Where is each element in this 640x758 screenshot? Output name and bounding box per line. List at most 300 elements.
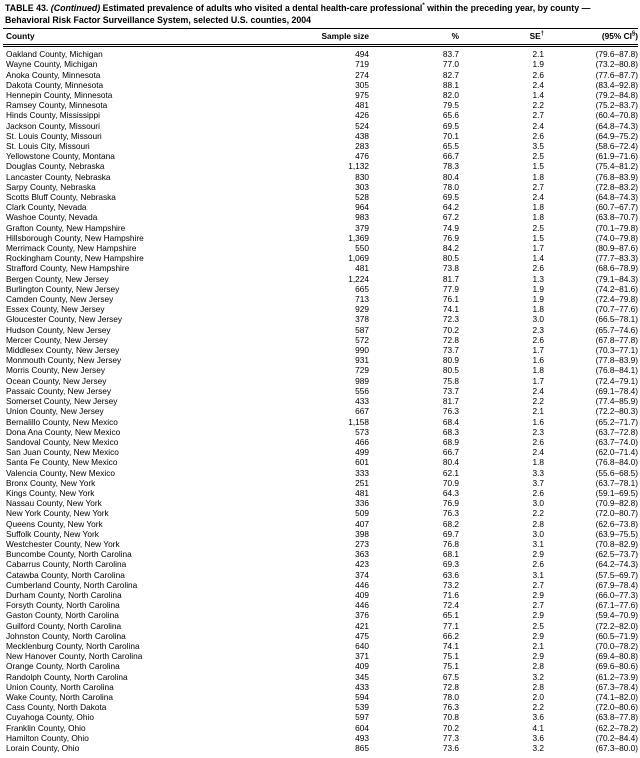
se-cell: 3.2	[532, 671, 544, 682]
percent-cell: 71.6	[442, 589, 459, 600]
se-cell: 3.1	[532, 538, 544, 549]
ci-cell: (65.2–71.7)	[595, 416, 638, 427]
table-row	[3, 723, 638, 733]
county-cell: Buncombe County, North Carolina	[6, 549, 132, 560]
table-row	[3, 641, 638, 651]
county-cell: Scotts Bluff County, Nebraska	[6, 192, 116, 203]
ci-cell: (76.8–83.9)	[595, 171, 638, 182]
sample-size-cell: 865	[355, 743, 369, 753]
col-header-ci-label: (95% CI	[601, 31, 632, 42]
ci-cell: (83.4–92.8)	[595, 79, 638, 90]
table-row	[3, 386, 638, 396]
col-header-ci	[544, 29, 638, 46]
sample-size-cell: 597	[355, 712, 369, 723]
se-cell: 2.9	[532, 549, 544, 560]
sample-size-cell: 481	[355, 263, 369, 274]
table-row	[3, 80, 638, 90]
table-row	[3, 427, 638, 437]
ci-cell: (63.9–75.5)	[595, 528, 638, 539]
percent-cell: 65.1	[442, 610, 459, 621]
ci-cell: (55.6–68.5)	[595, 467, 638, 478]
sample-size-cell: 345	[355, 671, 369, 682]
table-row	[3, 212, 638, 222]
ci-cell: (57.5–69.7)	[595, 569, 638, 580]
table-body	[3, 46, 638, 754]
sample-size-cell: 713	[355, 294, 369, 305]
ci-cell: (70.0–78.2)	[595, 640, 638, 651]
percent-cell: 74.9	[442, 222, 459, 233]
title-body: Estimated prevalence of adults who visited a dental health-care professional	[100, 3, 423, 13]
county-cell: St. Louis City, Missouri	[6, 141, 90, 152]
percent-cell: 70.2	[442, 324, 459, 335]
se-cell: 2.2	[532, 396, 544, 407]
sample-size-cell: 550	[355, 243, 369, 254]
table-row	[3, 182, 638, 192]
col-header-county	[3, 29, 299, 46]
table-header	[3, 29, 638, 46]
sample-size-cell: 333	[355, 467, 369, 478]
county-cell: Ocean County, New Jersey	[6, 375, 107, 386]
percent-cell: 66.2	[442, 630, 459, 641]
percent-cell: 72.8	[442, 334, 459, 345]
county-cell: Hillsborough County, New Hampshire	[6, 232, 144, 243]
ci-cell: (69.1–78.4)	[595, 385, 638, 396]
county-cell: Washoe County, Nevada	[6, 212, 98, 223]
county-cell: Mecklenburg County, North Carolina	[6, 640, 140, 651]
se-cell: 1.8	[532, 365, 544, 376]
sample-size-cell: 251	[355, 477, 369, 488]
ci-cell: (62.6–73.8)	[595, 518, 638, 529]
se-cell: 2.1	[532, 49, 544, 60]
title-prefix: TABLE 43.	[5, 3, 51, 13]
se-cell: 3.3	[532, 467, 544, 478]
county-cell: Bergen County, New Jersey	[6, 273, 109, 284]
table-row	[3, 274, 638, 284]
ci-cell: (74.0–79.8)	[595, 232, 638, 243]
county-cell: Cuyahoga County, Ohio	[6, 712, 94, 723]
percent-cell: 74.1	[442, 304, 459, 315]
percent-cell: 67.5	[442, 671, 459, 682]
sample-size-cell: 509	[355, 508, 369, 519]
county-cell: Lancaster County, Nebraska	[6, 171, 111, 182]
table-row	[3, 539, 638, 549]
percent-cell: 76.3	[442, 406, 459, 417]
county-cell: Mercer County, New Jersey	[6, 334, 108, 345]
sample-size-cell: 594	[355, 691, 369, 702]
percent-cell: 81.7	[442, 273, 459, 284]
percent-cell: 66.7	[442, 151, 459, 162]
ci-cell: (73.2–80.8)	[595, 59, 638, 70]
ci-cell: (66.5–78.1)	[595, 314, 638, 325]
county-cell: Douglas County, Nebraska	[6, 161, 105, 172]
se-cell: 1.5	[532, 232, 544, 243]
sample-size-cell: 729	[355, 365, 369, 376]
se-cell: 1.9	[532, 294, 544, 305]
sample-size-cell: 475	[355, 630, 369, 641]
county-cell: Durham County, North Carolina	[6, 589, 122, 600]
se-cell: 2.2	[532, 100, 544, 111]
percent-cell: 80.9	[442, 355, 459, 366]
se-cell: 1.8	[532, 457, 544, 468]
ci-cell: (64.8–74.3)	[595, 192, 638, 203]
county-cell: Passaic County, New Jersey	[6, 385, 111, 396]
percent-cell: 76.9	[442, 232, 459, 243]
table-row	[3, 263, 638, 273]
table-row	[3, 682, 638, 692]
ci-cell: (72.2–82.0)	[595, 620, 638, 631]
se-cell: 2.7	[532, 181, 544, 192]
county-cell: Queens County, New York	[6, 518, 103, 529]
ci-cell: (64.2–74.3)	[595, 559, 638, 570]
ci-cell: (72.8–83.2)	[595, 181, 638, 192]
percent-cell: 76.3	[442, 508, 459, 519]
county-cell: Essex County, New Jersey	[6, 304, 105, 315]
sample-size-cell: 283	[355, 141, 369, 152]
ci-cell: (59.4–70.9)	[595, 610, 638, 621]
ci-cell: (66.0–77.3)	[595, 589, 638, 600]
ci-cell: (69.4–80.8)	[595, 651, 638, 662]
col-header-sample-size-label: Sample size	[321, 31, 369, 42]
sample-size-cell: 409	[355, 661, 369, 672]
se-cell: 2.4	[532, 79, 544, 90]
se-cell: 1.4	[532, 90, 544, 100]
se-cell: 3.7	[532, 477, 544, 488]
percent-cell: 68.4	[442, 416, 459, 427]
table-row	[3, 314, 638, 324]
percent-cell: 68.1	[442, 549, 459, 560]
sample-size-cell: 929	[355, 304, 369, 315]
county-cell: Johnston County, North Carolina	[6, 630, 126, 641]
county-cell: Wake County, North Carolina	[6, 691, 113, 702]
table-row	[3, 600, 638, 610]
table-row	[3, 192, 638, 202]
table-row	[3, 631, 638, 641]
percent-cell: 69.5	[442, 120, 459, 131]
col-header-se	[459, 29, 544, 46]
percent-cell: 88.1	[442, 79, 459, 90]
se-cell: 1.8	[532, 212, 544, 223]
se-cell: 1.8	[532, 171, 544, 182]
sample-size-cell: 667	[355, 406, 369, 417]
table-row	[3, 335, 638, 345]
sample-size-cell: 433	[355, 396, 369, 407]
percent-cell: 67.2	[442, 212, 459, 223]
table-row	[3, 376, 638, 386]
county-cell: Oakland County, Michigan	[6, 49, 103, 60]
se-cell: 2.1	[532, 640, 544, 651]
ci-cell: (74.1–82.0)	[595, 691, 638, 702]
ci-cell: (74.2–81.6)	[595, 283, 638, 294]
table-row	[3, 702, 638, 712]
county-cell: Nassau County, New York	[6, 498, 102, 509]
county-cell: Franklin County, Ohio	[6, 722, 86, 733]
county-cell: Hudson County, New Jersey	[6, 324, 111, 335]
county-cell: Bronx County, New York	[6, 477, 96, 488]
se-cell: 2.6	[532, 436, 544, 447]
county-cell: Guilford County, North Carolina	[6, 620, 122, 631]
ci-cell: (72.0–80.7)	[595, 508, 638, 519]
se-cell: 2.6	[532, 487, 544, 498]
ci-cell: (79.6–87.8)	[595, 49, 638, 60]
percent-cell: 78.0	[442, 181, 459, 192]
percent-cell: 69.5	[442, 192, 459, 203]
se-cell: 2.1	[532, 406, 544, 417]
percent-cell: 72.8	[442, 681, 459, 692]
sample-size-cell: 273	[355, 538, 369, 549]
table-row	[3, 712, 638, 722]
se-cell: 1.3	[532, 273, 544, 284]
percent-cell: 77.0	[442, 59, 459, 70]
sample-size-cell: 421	[355, 620, 369, 631]
ci-cell: (70.1–79.8)	[595, 222, 638, 233]
table-row	[3, 651, 638, 661]
table-row	[3, 70, 638, 80]
se-cell: 2.6	[532, 69, 544, 80]
sample-size-cell: 572	[355, 334, 369, 345]
ci-cell: (61.2–73.9)	[595, 671, 638, 682]
table-row	[3, 59, 638, 69]
sample-size-cell: 539	[355, 702, 369, 713]
table-row	[3, 559, 638, 569]
sample-size-cell: 665	[355, 283, 369, 294]
percent-cell: 82.0	[442, 90, 459, 100]
percent-cell: 81.7	[442, 396, 459, 407]
percent-cell: 78.0	[442, 691, 459, 702]
prevalence-table	[3, 28, 638, 753]
ci-cell: (77.6–87.7)	[595, 69, 638, 80]
col-header-percent-label: %	[451, 31, 459, 42]
county-cell: Wayne County, Michigan	[6, 59, 98, 70]
ci-cell: (76.8–84.1)	[595, 365, 638, 376]
percent-cell: 80.5	[442, 253, 459, 264]
se-cell: 2.8	[532, 518, 544, 529]
percent-cell: 80.5	[442, 365, 459, 376]
table-row	[3, 498, 638, 508]
table-row	[3, 100, 638, 110]
col-header-county-label: County	[6, 31, 35, 42]
ci-cell: (70.2–84.4)	[595, 732, 638, 743]
county-cell: New Hanover County, North Carolina	[6, 651, 143, 662]
sample-size-cell: 524	[355, 120, 369, 131]
county-cell: Jackson County, Missouri	[6, 120, 100, 131]
county-cell: Gaston County, North Carolina	[6, 610, 119, 621]
table-title	[0, 0, 640, 28]
table-row	[3, 325, 638, 335]
percent-cell: 75.1	[442, 661, 459, 672]
col-header-percent	[369, 29, 459, 46]
sample-size-cell: 640	[355, 640, 369, 651]
table-row	[3, 161, 638, 171]
sample-size-cell: 989	[355, 375, 369, 386]
table-row	[3, 294, 638, 304]
table-row	[3, 570, 638, 580]
percent-cell: 62.1	[442, 467, 459, 478]
percent-cell: 77.1	[442, 620, 459, 631]
ci-cell: (60.7–67.7)	[595, 202, 638, 213]
table-row	[3, 549, 638, 559]
percent-cell: 80.4	[442, 457, 459, 468]
percent-cell: 76.8	[442, 538, 459, 549]
ci-cell: (58.6–72.4)	[595, 141, 638, 152]
title-tail: within the preceding year, by county — Behavioral Risk Factor Surveillance System, selected U.S. counties, 2004	[5, 3, 591, 25]
county-cell: Dakota County, Minnesota	[6, 79, 104, 90]
county-cell: Strafford County, New Hampshire	[6, 263, 130, 274]
sample-size-cell: 556	[355, 385, 369, 396]
sample-size-cell: 601	[355, 457, 369, 468]
sample-size-cell: 493	[355, 732, 369, 743]
table-row	[3, 508, 638, 518]
table-row	[3, 672, 638, 682]
table-row	[3, 284, 638, 294]
table-row	[3, 529, 638, 539]
county-cell: Bernalillo County, New Mexico	[6, 416, 118, 427]
table-row	[3, 233, 638, 243]
sample-size-cell: 409	[355, 589, 369, 600]
county-cell: Cabarrus County, North Carolina	[6, 559, 127, 570]
county-cell: Hamilton County, Ohio	[6, 732, 89, 743]
percent-cell: 73.8	[442, 263, 459, 274]
ci-cell: (64.9–75.2)	[595, 130, 638, 141]
table-row	[3, 661, 638, 671]
ci-cell: (69.6–80.6)	[595, 661, 638, 672]
table-row	[3, 141, 638, 151]
se-dagger-footnote: †	[540, 31, 544, 38]
col-header-se-label: SE	[529, 31, 541, 42]
percent-cell: 65.6	[442, 110, 459, 121]
se-cell: 1.7	[532, 243, 544, 254]
percent-cell: 73.6	[442, 743, 459, 753]
ci-cell: (79.2–84.8)	[595, 90, 638, 100]
table-row	[3, 743, 638, 753]
se-cell: 2.2	[532, 702, 544, 713]
ci-cell: (68.6–78.9)	[595, 263, 638, 274]
percent-cell: 79.5	[442, 100, 459, 111]
se-cell: 2.4	[532, 447, 544, 458]
se-cell: 3.0	[532, 528, 544, 539]
sample-size-cell: 964	[355, 202, 369, 213]
se-cell: 2.0	[532, 691, 544, 702]
table-row	[3, 396, 638, 406]
sample-size-cell: 376	[355, 610, 369, 621]
se-cell: 2.2	[532, 508, 544, 519]
se-cell: 2.6	[532, 559, 544, 570]
sample-size-cell: 990	[355, 345, 369, 356]
table-row	[3, 151, 638, 161]
se-cell: 3.5	[532, 141, 544, 152]
se-cell: 3.0	[532, 314, 544, 325]
se-cell: 1.8	[532, 304, 544, 315]
sample-size-cell: 573	[355, 426, 369, 437]
sample-size-cell: 433	[355, 681, 369, 692]
ci-cell: (60.4–70.8)	[595, 110, 638, 121]
ci-cell: (80.9–87.6)	[595, 243, 638, 254]
county-cell: Hinds County, Mississippi	[6, 110, 100, 121]
ci-cell: (77.8–83.9)	[595, 355, 638, 366]
sample-size-cell: 466	[355, 436, 369, 447]
percent-cell: 83.7	[442, 49, 459, 60]
table-row	[3, 417, 638, 427]
se-cell: 2.6	[532, 130, 544, 141]
sample-size-cell: 983	[355, 212, 369, 223]
ci-cell: (64.8–74.3)	[595, 120, 638, 131]
table-row	[3, 304, 638, 314]
table-row	[3, 90, 638, 100]
ci-cell: (70.3–77.1)	[595, 345, 638, 356]
sample-size-cell: 378	[355, 314, 369, 325]
ci-cell: (63.8–70.7)	[595, 212, 638, 223]
se-cell: 1.9	[532, 59, 544, 70]
se-cell: 3.6	[532, 732, 544, 743]
ci-cell: (72.4–79.8)	[595, 294, 638, 305]
ci-cell: (77.4–85.9)	[595, 396, 638, 407]
percent-cell: 64.2	[442, 202, 459, 213]
percent-cell: 68.2	[442, 518, 459, 529]
table-row	[3, 121, 638, 131]
se-cell: 3.0	[532, 498, 544, 509]
county-cell: Yellowstone County, Montana	[6, 151, 115, 162]
table-row	[3, 345, 638, 355]
ci-cell: (77.7–83.3)	[595, 253, 638, 264]
county-cell: Santa Fe County, New Mexico	[6, 457, 118, 468]
county-cell: Camden County, New Jersey	[6, 294, 114, 305]
sample-size-cell: 446	[355, 600, 369, 611]
percent-cell: 70.1	[442, 130, 459, 141]
sample-size-cell: 975	[355, 90, 369, 100]
ci-cell: (76.8–84.0)	[595, 457, 638, 468]
se-cell: 2.3	[532, 426, 544, 437]
se-cell: 1.6	[532, 355, 544, 366]
county-cell: Union County, North Carolina	[6, 681, 114, 692]
table-row	[3, 468, 638, 478]
percent-cell: 73.2	[442, 579, 459, 590]
percent-cell: 63.6	[442, 569, 459, 580]
se-cell: 2.5	[532, 151, 544, 162]
ci-cell: (75.2–83.7)	[595, 100, 638, 111]
county-cell: Westchester County, New York	[6, 538, 120, 549]
ci-cell: (60.5–71.9)	[595, 630, 638, 641]
sample-size-cell: 1,158	[348, 416, 369, 427]
county-cell: Somerset County, New Jersey	[6, 396, 118, 407]
sample-size-cell: 363	[355, 549, 369, 560]
se-cell: 2.8	[532, 681, 544, 692]
ci-cell: (70.8–82.9)	[595, 538, 638, 549]
county-cell: Cass County, North Dakota	[6, 702, 107, 713]
sample-size-cell: 398	[355, 528, 369, 539]
county-cell: Suffolk County, New York	[6, 528, 99, 539]
county-cell: Rockingham County, New Hampshire	[6, 253, 144, 264]
percent-cell: 70.2	[442, 722, 459, 733]
sample-size-cell: 423	[355, 559, 369, 570]
table-row	[3, 110, 638, 120]
title-continued: (Continued)	[50, 3, 101, 13]
county-cell: Gloucester County, New Jersey	[6, 314, 123, 325]
percent-cell: 80.4	[442, 171, 459, 182]
county-cell: Hennepin County, Minnesota	[6, 90, 113, 100]
table-row	[3, 580, 638, 590]
percent-cell: 66.7	[442, 447, 459, 458]
sample-size-cell: 426	[355, 110, 369, 121]
se-cell: 2.9	[532, 651, 544, 662]
table-row	[3, 447, 638, 457]
ci-cell: (63.8–77.8)	[595, 712, 638, 723]
table-row	[3, 131, 638, 141]
se-cell: 1.5	[532, 161, 544, 172]
col-header-ci-close: )	[635, 31, 638, 42]
title-footnote-asterisk: *	[422, 3, 425, 10]
sample-size-cell: 407	[355, 518, 369, 529]
percent-cell: 77.3	[442, 732, 459, 743]
percent-cell: 64.3	[442, 487, 459, 498]
